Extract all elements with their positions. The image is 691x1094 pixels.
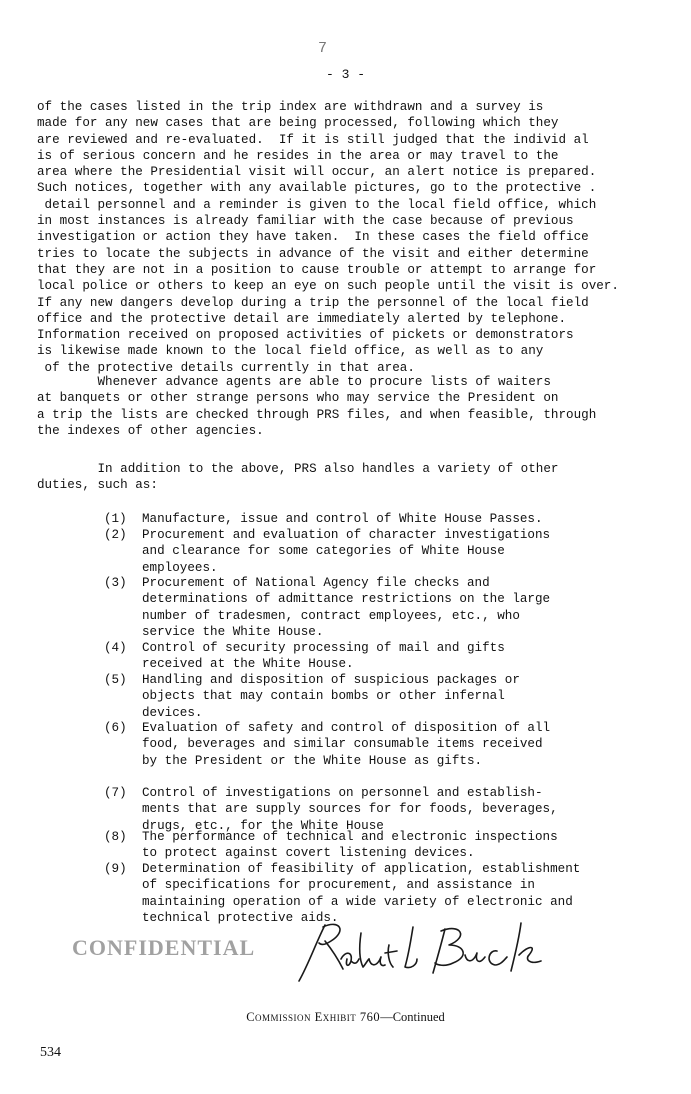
- duty-text: The performance of technical and electronic inspections to protect against covert listening devices.: [142, 830, 558, 861]
- page-folio: 534: [40, 1045, 61, 1060]
- exhibit-caption: [0, 1010, 691, 1025]
- duty-number: (6): [104, 721, 127, 735]
- duty-number: (1): [104, 512, 127, 526]
- signature-graphic: [285, 915, 585, 985]
- confidential-stamp: CONFIDENTIAL: [72, 935, 256, 960]
- duty-number: (8): [104, 830, 127, 844]
- duty-text: Handling and disposition of suspicious packages or objects that may contain bombs or other infernal devices.: [142, 673, 520, 720]
- paragraph-other-duties: In addition to the above, PRS also handles a variety of other duties, such as:: [37, 462, 559, 493]
- duty-number: (9): [104, 862, 127, 876]
- duty-text: Determination of feasibility of application, establishment of specifications for procurement, and assistance in maintaining operation of a wide variety of electronic and technical protective aids.: [142, 862, 581, 925]
- stamp-fragment-text: 7: [318, 40, 330, 57]
- duty-number: (4): [104, 641, 127, 655]
- duty-number: (2): [104, 528, 127, 542]
- signature: [285, 915, 585, 990]
- exhibit-suffix: —Continued: [380, 1010, 445, 1024]
- duty-number: (5): [104, 673, 127, 687]
- duty-text: Evaluation of safety and control of disposition of all food, beverages and similar consumable items received by the President or the White House as gifts.: [142, 721, 551, 768]
- duty-text: Manufacture, issue and control of White House Passes.: [142, 512, 543, 526]
- duty-text: Control of investigations on personnel and establish- ments that are supply sources for for foods, beverages, drugs, etc., for the White House: [142, 786, 558, 833]
- top-stamp-fragment: [318, 40, 329, 57]
- duty-text: Procurement and evaluation of character investigations and clearance for some categories of White House employees.: [142, 528, 551, 575]
- paragraph-trip-index: of the cases listed in the trip index are withdrawn and a survey is made for any new cases that are being processed, following which they are reviewed and re-evaluated. If it is still judged that the individ al is of serious concern and he resides in the area or may travel to the area where the Presidential visit will occur, an alert notice is prepared. Such notices, together with any available pictures, go to the protective . detail personnel and a reminder is given to the local field office, which in most instances is already familiar with the case because of previous investigation or action they have taken. In these cases the field office tries to locate the subjects in advance of the visit and either determine that they are not in a position to cause trouble or attempt to arrange for local police or others to keep an eye on such people until the visit is over. If any new dangers develop during a trip the personnel of the local field office and the protective detail are immediately alerted by telephone. Information received on proposed activities of pickets or demonstrators is likewise made known to the local field office, as well as to any of the protective details currently in that area.: [37, 100, 619, 375]
- duty-text: Control of security processing of mail and gifts received at the White House.: [142, 641, 505, 672]
- duty-number: (3): [104, 576, 127, 590]
- paragraph-advance-agents: Whenever advance agents are able to procure lists of waiters at banquets or other strange persons who may service the President on a trip the lists are checked through PRS files, and when feasible, through the indexes of other agencies.: [37, 375, 597, 438]
- page-number: - 3 -: [325, 67, 365, 82]
- exhibit-title: Commission Exhibit 760: [246, 1010, 381, 1024]
- duty-number: (7): [104, 786, 127, 800]
- duty-text: Procurement of National Agency file checks and determinations of admittance restrictions on the large number of tradesmen, contract employees, etc., who service the White House.: [142, 576, 551, 639]
